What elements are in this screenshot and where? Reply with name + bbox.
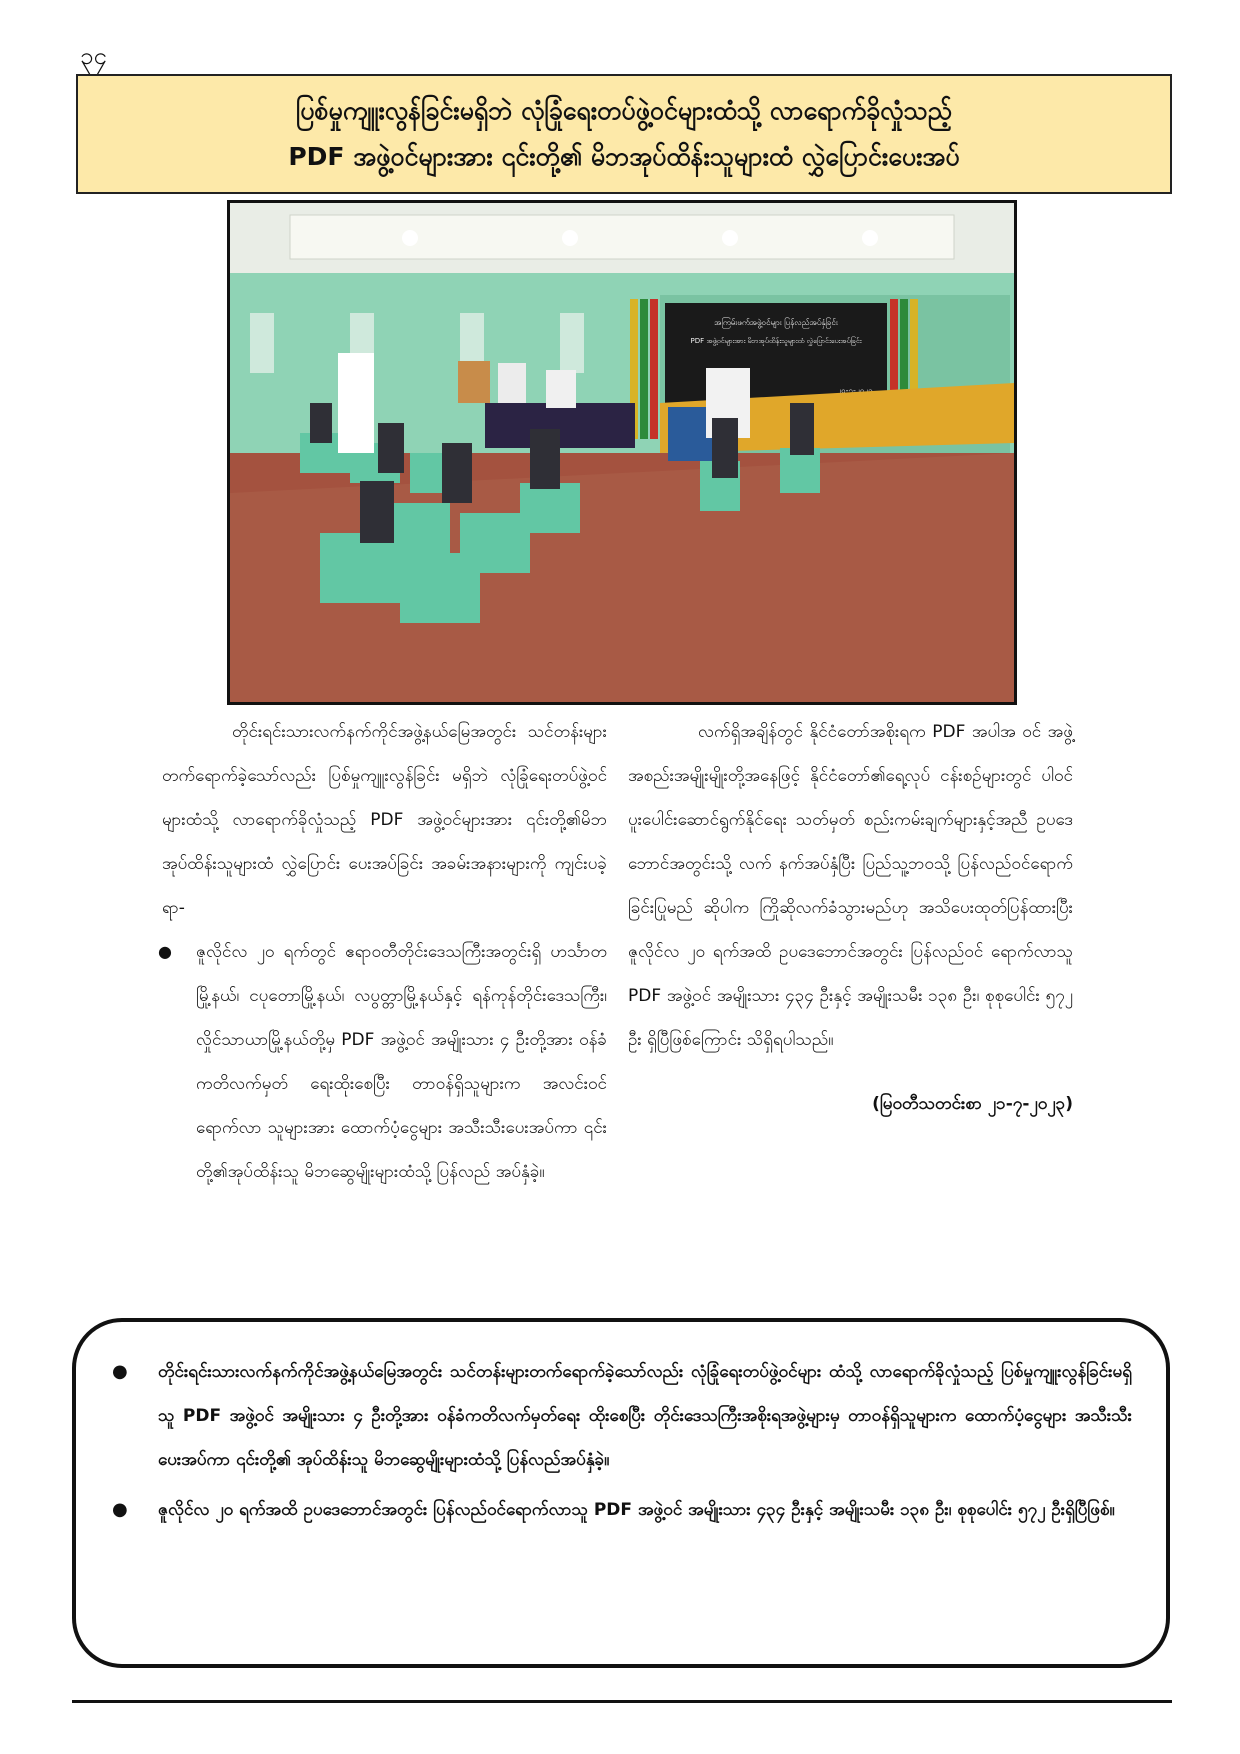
stage-banner-date: ၂၀-၇-၂၀၂၃	[837, 386, 873, 395]
summary-item: ● ဇူလိုင်လ ၂၀ ရက်အထိ ဥပဒေဘောင်အတွင်း ပြန်လည်ဝင်ရောက်လာသူ PDF အဖွဲ့ဝင် အမျိုးသား ၄၃၄ ဦးနှင့် အမျိုးသမီး ၁၃၈ ဦး၊ စုစုပေါင်း ၅၇၂ ဦးရှိပြီဖြစ်။	[158, 1488, 1132, 1532]
summary-item: ● တိုင်းရင်းသားလက်နက်ကိုင်အဖွဲ့နယ်မြေအတွင်း သင်တန်းများတက်ရောက်ခဲ့သော်လည်း လုံခြုံရေးတပ်ဖွဲ့ဝင်များ ထံသို့ လာရောက်ခိုလှုံသည့် ပြစ်မှုကျူးလွန်ခြင်းမရှိသူ PDF အဖွဲ့ဝင် အမျိုးသား ၄ ဦးတို့အား ဝန်ခံကတိလက်မှတ်ရေး ထိုးစေပြီး တိုင်းဒေသကြီးအစိုးရအဖွဲ့များမှ တာဝန်ရှိသူများက ထောက်ပံ့ငွေများ အသီးသီးပေးအပ်ကာ ၎င်းတို့၏ အုပ်ထိန်းသူ မိဘဆွေမျိုးများထံသို့ ပြန်လည်အပ်နှံခဲ့။	[158, 1350, 1132, 1482]
summary-list	[158, 1350, 1132, 1532]
article-bullet-item: ● ဇူလိုင်လ ၂၀ ရက်တွင် ဧရာဝတီတိုင်းဒေသကြီးအတွင်းရှိ ဟင်္သာတမြို့နယ်၊ ငပုတောမြို့နယ်၊ လပွတ္တာမြို့နယ်နှင့် ရန်ကုန်တိုင်းဒေသကြီး၊ လှိုင်သာယာမြို့နယ်တို့မှ PDF အဖွဲ့ဝင် အမျိုးသား ၄ ဦးတို့အား ဝန်ခံကတိလက်မှတ် ရေးထိုးစေပြီး တာဝန်ရှိသူများက အလင်းဝင်ရောက်လာ သူများအား ထောက်ပံ့ငွေများ အသီးသီးပေးအပ်ကာ ၎င်း တို့၏အုပ်ထိန်းသူ မိဘဆွေမျိုးများထံသို့ ပြန်လည် အပ်နှံခဲ့။	[196, 930, 607, 1194]
bottom-divider	[72, 1700, 1172, 1703]
headline-box	[76, 74, 1172, 194]
event-photo	[227, 200, 1017, 705]
headline-line-1: ပြစ်မှုကျူးလွန်ခြင်းမရှိဘဲ လုံခြုံရေးတပ်ဖွဲ့ဝင်များထံသို့ လာရောက်ခိုလှုံသည့်	[296, 96, 952, 125]
summary-box	[72, 1318, 1170, 1668]
stage-banner-line-2: PDF အဖွဲ့ဝင်များအား မိဘအုပ်ထိန်းသူများထံ လွှဲပြောင်းပေးအပ်ခြင်း	[690, 337, 862, 345]
news-source: (မြဝတီသတင်းစာ ၂၁-၇-၂၀၂၃)	[872, 1094, 1073, 1114]
article-column-left	[162, 710, 607, 1194]
article-column-right	[628, 710, 1073, 1126]
headline-line-2: PDF အဖွဲ့ဝင်များအား ၎င်းတို့၏ မိဘအုပ်ထိန်းသူများထံ လွှဲပြောင်းပေးအပ်	[288, 142, 960, 171]
article-intro: တိုင်းရင်းသားလက်နက်ကိုင်အဖွဲ့နယ်မြေအတွင်း သင်တန်းများ တက်ရောက်ခဲ့သော်လည်း ပြစ်မှုကျူးလွန်ခြင်း မရှိဘဲ လုံခြုံရေးတပ်ဖွဲ့ဝင်များထံသို့ လာရောက်ခိုလှုံသည့် PDF အဖွဲ့ဝင်များအား ၎င်းတို့၏မိဘအုပ်ထိန်းသူများထံ လွှဲပြောင်း ပေးအပ်ခြင်း အခမ်းအနားများကို ကျင်းပခဲ့ရာ-	[162, 722, 607, 918]
article-continuation: လက်ရှိအချိန်တွင် နိုင်ငံတော်အစိုးရက PDF အပါအ ဝင် အဖွဲ့အစည်းအမျိုးမျိုးတို့အနေဖြင့် နိုင်ငံတော်၏ရေ့လုပ် ငန်းစဉ်များတွင် ပါဝင်ပူးပေါင်းဆောင်ရွက်နိုင်ရေး သတ်မှတ် စည်းကမ်းချက်များနှင့်အညီ ဥပဒေဘောင်အတွင်းသို့ လက် နက်အပ်နှံပြီး ပြည်သူ့ဘဝသို့ ပြန်လည်ဝင်ရောက်ခြင်းပြုမည် ဆိုပါက ကြိုဆိုလက်ခံသွားမည်ဟု အသိပေးထုတ်ပြန်ထားပြီး ဇူလိုင်လ ၂၀ ရက်အထိ ဥပဒေဘောင်အတွင်း ပြန်လည်ဝင် ရောက်လာသူ PDF အဖွဲ့ဝင် အမျိုးသား ၄၃၄ ဦးနှင့် အမျိုးသမီး ၁၃၈ ဦး၊ စုစုပေါင်း ၅၇၂ ဦး ရှိပြီဖြစ်ကြောင်း သိရှိရပါသည်။	[628, 722, 1073, 1050]
stage-banner-line-1: အကြမ်းဖက်အဖွဲ့ဝင်များ ပြန်လည်အပ်နှံခြင်း	[714, 318, 838, 327]
article-bullet-list	[162, 930, 607, 1194]
page-number: ၃၄	[80, 42, 107, 70]
